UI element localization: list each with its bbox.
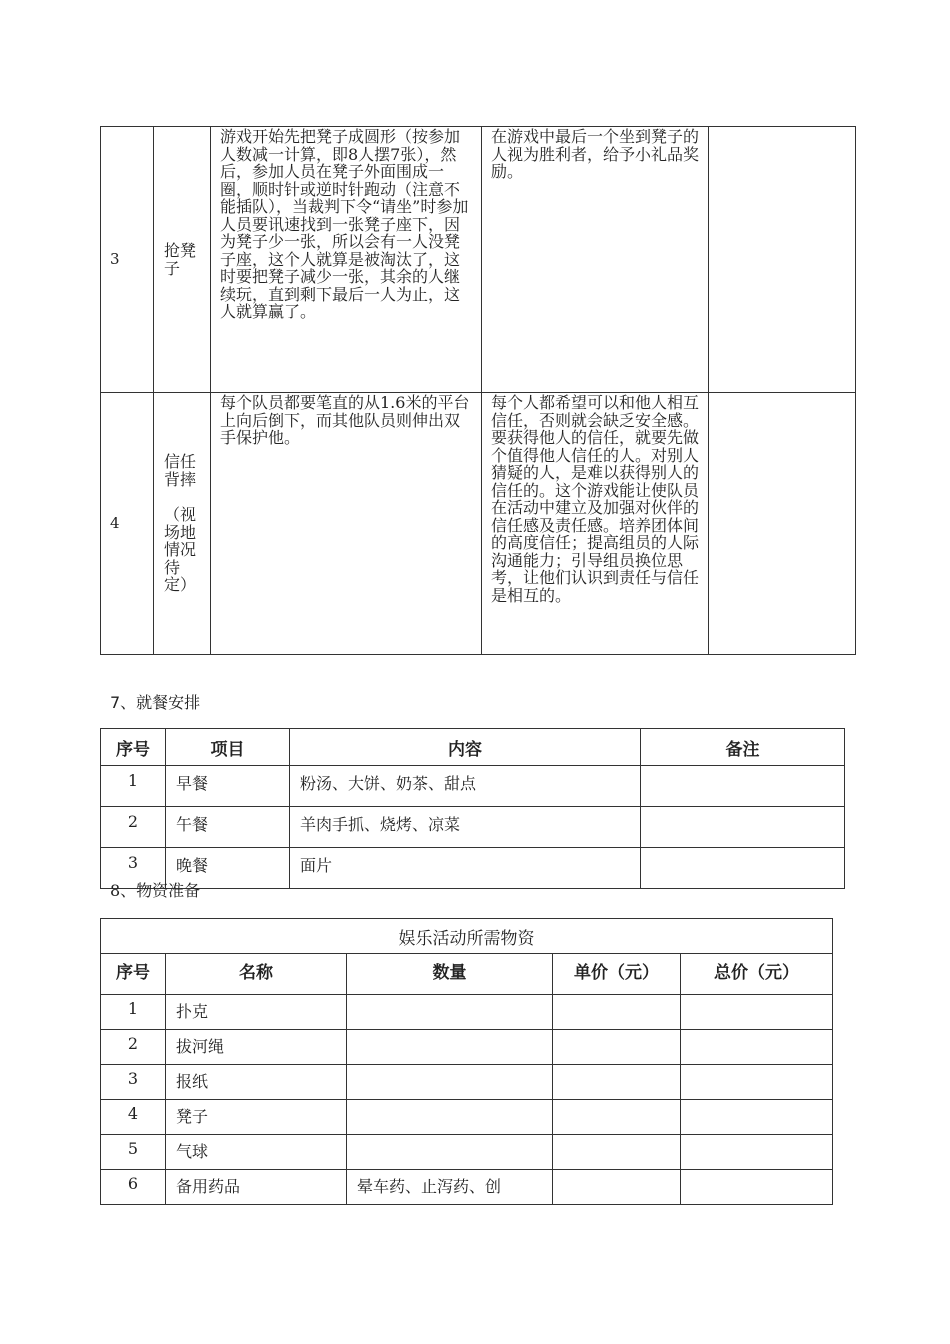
supply-header-name: 名称 xyxy=(166,954,347,995)
meal-header-remark: 备注 xyxy=(641,729,845,766)
meal-num: 1 xyxy=(101,766,166,807)
supply-header-unit-price: 单价（元） xyxy=(553,954,681,995)
game-goal: 每个人都希望可以和他人相互信任，否则就会缺乏安全感。要获得他人的信任，就要先做个值得他人信任的人。对别人猜疑的人，是难以获得别人的信任的。这个游戏能让使队员在活动中建立及加强对伙伴的信任感及责任感。培养团体间的高度信任；提高组员的人际沟通能力；引导组员换位思考，让他们认识到责任与信任是相互的。 xyxy=(482,393,709,655)
meal-table xyxy=(100,728,845,889)
supply-unit-price xyxy=(553,1170,681,1205)
meal-num: 2 xyxy=(101,807,166,848)
meal-header-num: 序号 xyxy=(101,729,166,766)
meal-section-title: 7、就餐安排 xyxy=(110,693,201,712)
meal-content: 粉汤、大饼、奶茶、甜点 xyxy=(290,766,641,807)
supply-row xyxy=(101,1100,833,1135)
supply-name: 备用药品 xyxy=(166,1170,347,1205)
supply-header-num: 序号 xyxy=(101,954,166,995)
supply-header-total: 总价（元） xyxy=(681,954,833,995)
supply-name: 扑克 xyxy=(166,995,347,1030)
meal-remark xyxy=(641,766,845,807)
game-row xyxy=(101,127,856,393)
supply-name: 气球 xyxy=(166,1135,347,1170)
supply-qty xyxy=(347,1135,553,1170)
supply-qty xyxy=(347,1065,553,1100)
games-table xyxy=(100,126,856,655)
supply-caption-row xyxy=(101,919,833,954)
meal-num: 3 xyxy=(101,848,166,889)
meal-content: 羊肉手抓、烧烤、凉菜 xyxy=(290,807,641,848)
game-remark xyxy=(709,393,856,655)
supply-row xyxy=(101,1030,833,1065)
meal-item: 晚餐 xyxy=(166,848,290,889)
game-name: 抢凳子 xyxy=(154,127,211,393)
supply-header-qty: 数量 xyxy=(347,954,553,995)
meal-row xyxy=(101,807,845,848)
game-name: 信任背摔 xyxy=(164,452,197,489)
supply-name: 拔河绳 xyxy=(166,1030,347,1065)
supply-qty: 晕车药、止泻药、创 xyxy=(347,1170,553,1205)
supply-unit-price xyxy=(553,1030,681,1065)
supply-section-title: 8、物资准备 xyxy=(110,881,201,900)
supply-unit-price xyxy=(553,1135,681,1170)
supply-row xyxy=(101,1065,833,1100)
supply-row xyxy=(101,1135,833,1170)
meal-remark xyxy=(641,848,845,889)
supply-num: 2 xyxy=(101,1030,166,1065)
supply-total xyxy=(681,1135,833,1170)
supply-num: 3 xyxy=(101,1065,166,1100)
supply-num: 1 xyxy=(101,995,166,1030)
game-name-note: （视场地情况待定） xyxy=(164,505,197,595)
supply-unit-price xyxy=(553,995,681,1030)
game-number: 3 xyxy=(101,127,154,393)
game-description: 游戏开始先把凳子成圆形（按参加人数减一计算，即8人摆7张），然后，参加人员在凳子外面围成一圈，顺时针或逆时针跑动（注意不能插队），当裁判下令“请坐”时参加人员要讯速找到一张凳子座下，因为凳子少一张，所以会有一人没凳子座，这个人就算是被淘汰了，这时要把凳子减少一张，其余的人继续玩，直到剩下最后一人为止，这人就算赢了。 xyxy=(211,127,482,393)
meal-header-content: 内容 xyxy=(290,729,641,766)
supply-row xyxy=(101,1170,833,1205)
meal-item: 早餐 xyxy=(166,766,290,807)
meal-header-item: 项目 xyxy=(166,729,290,766)
supply-total xyxy=(681,995,833,1030)
supply-total xyxy=(681,1065,833,1100)
supply-caption: 娱乐活动所需物资 xyxy=(101,919,833,954)
supply-row xyxy=(101,995,833,1030)
supply-total xyxy=(681,1030,833,1065)
meal-header-row xyxy=(101,729,845,766)
game-description: 每个队员都要笔直的从1.6米的平台上向后倒下，而其他队员则伸出双手保护他。 xyxy=(211,393,482,655)
supply-num: 4 xyxy=(101,1100,166,1135)
game-name-cell xyxy=(154,393,211,655)
supply-total xyxy=(681,1170,833,1205)
supply-num: 5 xyxy=(101,1135,166,1170)
game-remark xyxy=(709,127,856,393)
supply-name: 凳子 xyxy=(166,1100,347,1135)
game-row xyxy=(101,393,856,655)
game-number: 4 xyxy=(101,393,154,655)
meal-row xyxy=(101,848,845,889)
supply-total xyxy=(681,1100,833,1135)
supply-qty xyxy=(347,1100,553,1135)
supply-header-row xyxy=(101,954,833,995)
meal-content: 面片 xyxy=(290,848,641,889)
supply-unit-price xyxy=(553,1065,681,1100)
supply-qty xyxy=(347,1030,553,1065)
supply-name: 报纸 xyxy=(166,1065,347,1100)
meal-remark xyxy=(641,807,845,848)
game-goal: 在游戏中最后一个坐到凳子的人视为胜利者，给予小礼品奖励。 xyxy=(482,127,709,393)
meal-item: 午餐 xyxy=(166,807,290,848)
supply-num: 6 xyxy=(101,1170,166,1205)
supply-table xyxy=(100,918,833,1205)
meal-row xyxy=(101,766,845,807)
supply-qty xyxy=(347,995,553,1030)
supply-unit-price xyxy=(553,1100,681,1135)
